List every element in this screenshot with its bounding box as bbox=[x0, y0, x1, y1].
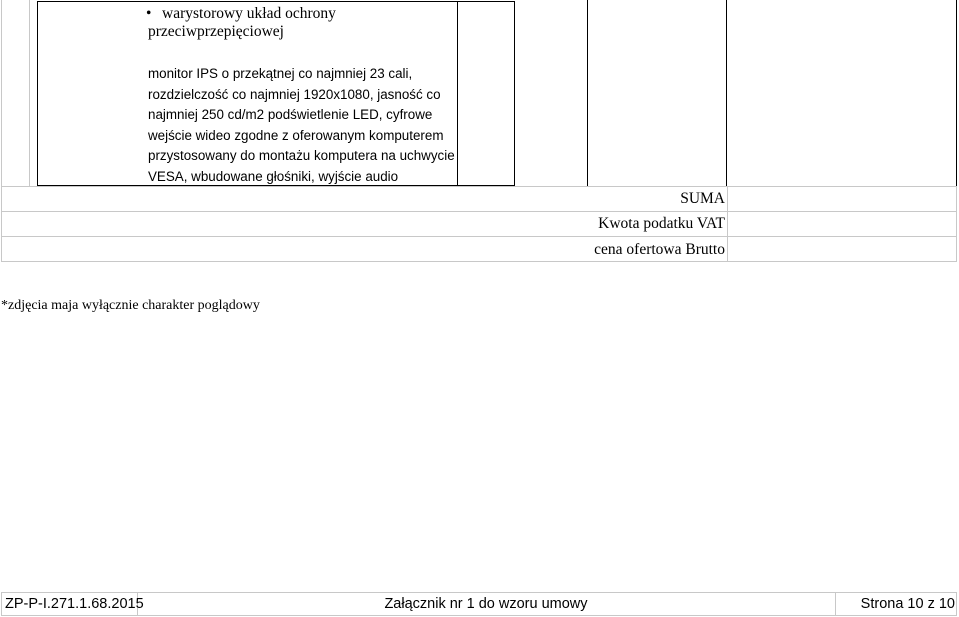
spec-line: najmniej 250 cd/m2 podświetlenie LED, cyfrowe bbox=[148, 107, 433, 122]
footer-page-number: Strona 10 z 10 bbox=[860, 596, 955, 612]
bullet-line-1: warystorowy układ ochrony bbox=[162, 5, 336, 22]
monitor-spec bbox=[148, 64, 455, 187]
summary-right-edge bbox=[956, 186, 957, 262]
product-cell-left-border bbox=[37, 1, 38, 186]
bullet-glyph: • bbox=[146, 5, 152, 22]
summary-value-column-rule bbox=[727, 186, 728, 262]
product-cell-divider bbox=[457, 1, 458, 186]
photos-disclaimer-note: *zdjęcia maja wyłącznie charakter poglądowy bbox=[1, 298, 260, 313]
summary-bottom-rule bbox=[1, 261, 957, 262]
footer-reference-number: ZP-P-I.271.1.68.2015 bbox=[5, 596, 144, 612]
table-left-edge bbox=[1, 0, 2, 186]
footer-left-edge bbox=[1, 592, 2, 616]
spec-line: wejście wideo zgodne z oferowanym komputerem bbox=[148, 127, 444, 143]
summary-row-rule bbox=[1, 211, 957, 212]
spec-line: monitor IPS o przekątnej co najmniej 23 cali, bbox=[148, 66, 413, 81]
footer-cell-divider bbox=[835, 592, 836, 616]
table-lp-column-rule bbox=[29, 0, 30, 186]
spec-line: przystosowany do montażu komputera na uchwycie bbox=[148, 148, 455, 163]
column-rule-price bbox=[726, 0, 727, 186]
footer-right-edge bbox=[956, 592, 957, 616]
table-right-edge bbox=[956, 0, 957, 186]
summary-left-edge bbox=[1, 186, 2, 262]
bullet-line-2: przeciwprzepięciowej bbox=[148, 23, 284, 40]
spec-line: rozdzielczość co najmniej 1920x1080, jasność co bbox=[148, 86, 441, 102]
footer-attachment-title: Załącznik nr 1 do wzoru umowy bbox=[384, 596, 588, 612]
summary-vat-label: Kwota podatku VAT bbox=[598, 215, 725, 232]
footer-bottom-rule bbox=[1, 615, 957, 616]
column-rule-quantity bbox=[587, 0, 588, 186]
product-cell-top-border bbox=[37, 1, 514, 2]
summary-brutto-label: cena ofertowa Brutto bbox=[594, 241, 725, 258]
product-cell-right-border bbox=[514, 1, 515, 186]
footer-top-rule bbox=[1, 592, 957, 593]
spec-line: VESA, wbudowane głośniki, wyjście audio bbox=[148, 168, 399, 184]
summary-top-rule bbox=[1, 186, 957, 187]
summary-row-rule bbox=[1, 236, 957, 237]
summary-suma-label: SUMA bbox=[680, 190, 725, 207]
